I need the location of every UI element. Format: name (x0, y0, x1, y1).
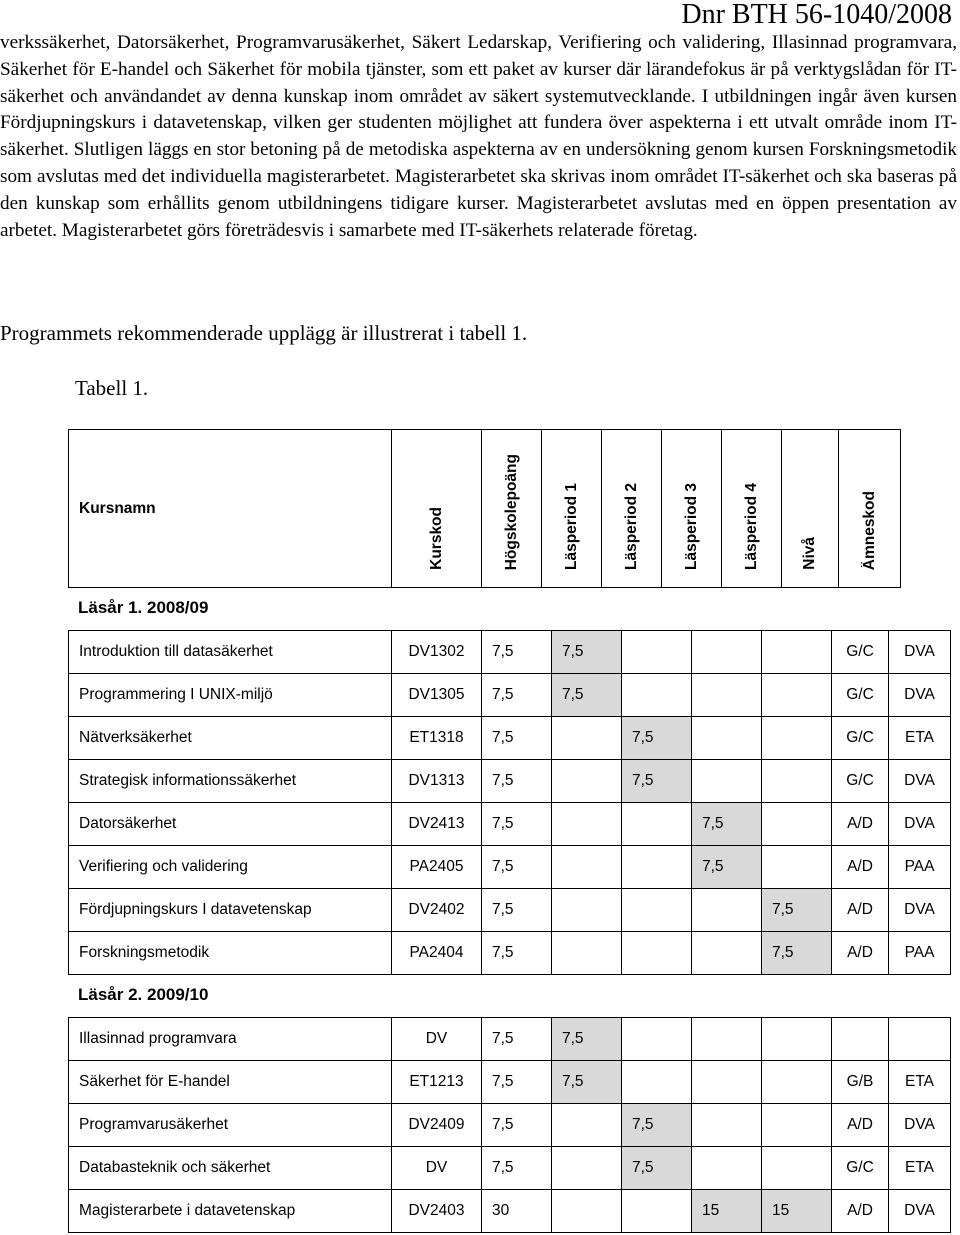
cell-course-name: Datorsäkerhet (69, 803, 392, 846)
cell-course-code: DV1302 (392, 631, 482, 674)
cell-subject-code: DVA (889, 1190, 951, 1233)
cell-period-4 (762, 674, 832, 717)
cell-credits: 7,5 (482, 1018, 552, 1061)
year-1-table (68, 630, 951, 975)
cell-period-1: 7,5 (552, 1061, 622, 1104)
cell-period-1 (552, 760, 622, 803)
year-1-label: Läsår 1. 2008/09 (78, 598, 209, 617)
cell-period-2: 7,5 (622, 1147, 692, 1190)
cell-credits: 7,5 (482, 1147, 552, 1190)
cell-course-code: PA2405 (392, 846, 482, 889)
cell-period-4 (762, 1018, 832, 1061)
cell-subject-code: DVA (889, 674, 951, 717)
cell-subject-code: PAA (889, 932, 951, 975)
cell-period-1 (552, 889, 622, 932)
cell-period-3 (692, 674, 762, 717)
cell-period-3 (692, 932, 762, 975)
cell-level: G/C (832, 1147, 889, 1190)
cell-period-4 (762, 717, 832, 760)
cell-course-code: DV1313 (392, 760, 482, 803)
header-amneskod-label: Ämneskod (860, 490, 878, 570)
cell-level: G/C (832, 631, 889, 674)
cell-period-1: 7,5 (552, 1018, 622, 1061)
header-hogskolepoang (482, 430, 542, 588)
cell-course-code: ET1318 (392, 717, 482, 760)
cell-level: A/D (832, 932, 889, 975)
cell-period-2: 7,5 (622, 717, 692, 760)
cell-subject-code: ETA (889, 717, 951, 760)
table-row (69, 846, 951, 889)
cell-period-1: 7,5 (552, 631, 622, 674)
cell-credits: 7,5 (482, 717, 552, 760)
cell-credits: 7,5 (482, 631, 552, 674)
header-kurskod (392, 430, 482, 588)
cell-level: G/B (832, 1061, 889, 1104)
year-2-table (68, 1017, 951, 1233)
cell-period-4 (762, 1061, 832, 1104)
cell-period-4 (762, 1147, 832, 1190)
cell-period-1 (552, 846, 622, 889)
cell-period-4: 15 (762, 1190, 832, 1233)
cell-period-1: 7,5 (552, 674, 622, 717)
cell-level: G/C (832, 674, 889, 717)
table-row (69, 631, 951, 674)
cell-credits: 7,5 (482, 932, 552, 975)
recommendation-text: Programmets rekommenderade upplägg är illustrerat i tabell 1. (0, 321, 528, 345)
cell-course-name: Databasteknik och säkerhet (69, 1147, 392, 1190)
header-niva (782, 430, 839, 588)
cell-period-3 (692, 717, 762, 760)
header-lasperiod-3-label: Läsperiod 3 (682, 483, 700, 570)
cell-course-name: Programvarusäkerhet (69, 1104, 392, 1147)
cell-subject-code: DVA (889, 760, 951, 803)
cell-period-2 (622, 889, 692, 932)
cell-course-code: ET1213 (392, 1061, 482, 1104)
cell-subject-code: DVA (889, 889, 951, 932)
cell-course-name: Magisterarbete i datavetenskap (69, 1190, 392, 1233)
table-row (69, 1104, 951, 1147)
header-lasperiod-1-label: Läsperiod 1 (562, 483, 580, 570)
cell-period-4 (762, 631, 832, 674)
cell-period-1 (552, 932, 622, 975)
header-lasperiod-4-label: Läsperiod 4 (742, 483, 760, 570)
cell-course-code: PA2404 (392, 932, 482, 975)
table-row (69, 1018, 951, 1061)
table-row (69, 932, 951, 975)
document-reference-number: Dnr BTH 56-1040/2008 (681, 0, 952, 30)
cell-credits: 7,5 (482, 846, 552, 889)
cell-period-4: 7,5 (762, 932, 832, 975)
cell-course-name: Fördjupningskurs I datavetenskap (69, 889, 392, 932)
cell-period-2 (622, 1061, 692, 1104)
header-amneskod (839, 430, 901, 588)
cell-period-3: 15 (692, 1190, 762, 1233)
cell-period-2 (622, 932, 692, 975)
cell-credits: 7,5 (482, 674, 552, 717)
cell-period-4 (762, 803, 832, 846)
cell-course-name: Nätverksäkerhet (69, 717, 392, 760)
table-row (69, 1190, 951, 1233)
cell-period-4 (762, 760, 832, 803)
cell-credits: 30 (482, 1190, 552, 1233)
table-header (68, 429, 901, 588)
cell-period-3: 7,5 (692, 803, 762, 846)
cell-period-3 (692, 631, 762, 674)
header-kurskod-label: Kurskod (427, 507, 445, 570)
cell-credits: 7,5 (482, 889, 552, 932)
table-caption: Tabell 1. (75, 376, 149, 400)
header-lasperiod-1 (542, 430, 602, 588)
header-niva-label: Nivå (801, 537, 818, 570)
cell-level: A/D (832, 1104, 889, 1147)
cell-course-name: Introduktion till datasäkerhet (69, 631, 392, 674)
cell-course-name: Programmering I UNIX-miljö (69, 674, 392, 717)
cell-level: A/D (832, 889, 889, 932)
table-row (69, 760, 951, 803)
table-row (69, 803, 951, 846)
cell-level: G/C (832, 760, 889, 803)
cell-period-4 (762, 1104, 832, 1147)
cell-level: G/C (832, 717, 889, 760)
cell-subject-code: DVA (889, 1104, 951, 1147)
header-kursnamn (69, 430, 392, 588)
cell-period-2 (622, 674, 692, 717)
header-lasperiod-2-label: Läsperiod 2 (622, 483, 640, 570)
cell-subject-code: ETA (889, 1061, 951, 1104)
cell-period-1 (552, 1147, 622, 1190)
cell-period-2 (622, 803, 692, 846)
cell-period-2: 7,5 (622, 1104, 692, 1147)
header-kursnamn-label: Kursnamn (79, 499, 156, 517)
cell-course-code: DV1305 (392, 674, 482, 717)
cell-period-2 (622, 1018, 692, 1061)
cell-period-1 (552, 1104, 622, 1147)
cell-credits: 7,5 (482, 1061, 552, 1104)
cell-period-2 (622, 631, 692, 674)
cell-period-2 (622, 846, 692, 889)
year-2-label: Läsår 2. 2009/10 (78, 985, 209, 1004)
cell-course-code: DV2413 (392, 803, 482, 846)
header-lasperiod-2 (602, 430, 662, 588)
cell-course-name: Illasinnad programvara (69, 1018, 392, 1061)
cell-period-3: 7,5 (692, 846, 762, 889)
intro-paragraph: verkssäkerhet, Datorsäkerhet, Programvarusäkerhet, Säkert Ledarskap, Verifiering och validering, Illasinnad programvara, Säkerhet för E-handel och Säkerhet för mobila tjänster, som ett paket av kurser där lärandefokus är på verktygslådan för IT-säkerhet och användandet av denna kunskap inom området av säkert systemutvecklande. I utbildningen ingår även kursen Fördjupningskurs i datavetenskap, vilken ger studenten möjlighet att fundera över aspekterna i ett utvalt område inom IT-säkerhet. Slutligen läggs en stor betoning på de metodiska aspekterna av en undersökning genom kursen Forskningsmetodik som avslutas med det individuella magisterarbetet. Magisterarbetet ska skrivas inom området IT-säkerhet och ska baseras på den kunskap som erhållits genom utbildningens tidigare kurser. Magisterarbetet avslutas med en öppen presentation av arbetet. Magisterarbetet görs företrädesvis i samarbete med IT-säkerhets relaterade företag. (0, 32, 957, 241)
cell-subject-code: PAA (889, 846, 951, 889)
cell-course-code: DV2403 (392, 1190, 482, 1233)
cell-period-3 (692, 1061, 762, 1104)
cell-period-2 (622, 1190, 692, 1233)
cell-period-3 (692, 889, 762, 932)
cell-period-3 (692, 760, 762, 803)
cell-subject-code: DVA (889, 803, 951, 846)
cell-course-code: DV (392, 1147, 482, 1190)
cell-period-2: 7,5 (622, 760, 692, 803)
cell-course-name: Säkerhet för E-handel (69, 1061, 392, 1104)
cell-subject-code: DVA (889, 631, 951, 674)
header-row (69, 430, 901, 588)
cell-course-code: DV2402 (392, 889, 482, 932)
cell-course-name: Verifiering och validering (69, 846, 392, 889)
table-row (69, 1147, 951, 1190)
cell-credits: 7,5 (482, 803, 552, 846)
cell-course-code: DV (392, 1018, 482, 1061)
table-row (69, 674, 951, 717)
cell-course-name: Forskningsmetodik (69, 932, 392, 975)
table-row (69, 1061, 951, 1104)
cell-subject-code: ETA (889, 1147, 951, 1190)
cell-level (832, 1018, 889, 1061)
table-row (69, 889, 951, 932)
cell-period-4 (762, 846, 832, 889)
cell-course-code: DV2409 (392, 1104, 482, 1147)
header-lasperiod-3 (662, 430, 722, 588)
cell-period-1 (552, 1190, 622, 1233)
cell-period-3 (692, 1104, 762, 1147)
cell-period-3 (692, 1147, 762, 1190)
cell-period-1 (552, 717, 622, 760)
cell-credits: 7,5 (482, 1104, 552, 1147)
table-row (69, 717, 951, 760)
cell-period-1 (552, 803, 622, 846)
cell-level: A/D (832, 803, 889, 846)
header-hogskolepoang-label: Högskolepoäng (502, 453, 520, 570)
cell-period-3 (692, 1018, 762, 1061)
cell-subject-code (889, 1018, 951, 1061)
cell-level: A/D (832, 1190, 889, 1233)
header-lasperiod-4 (722, 430, 782, 588)
cell-course-name: Strategisk informationssäkerhet (69, 760, 392, 803)
cell-credits: 7,5 (482, 760, 552, 803)
cell-period-4: 7,5 (762, 889, 832, 932)
cell-level: A/D (832, 846, 889, 889)
